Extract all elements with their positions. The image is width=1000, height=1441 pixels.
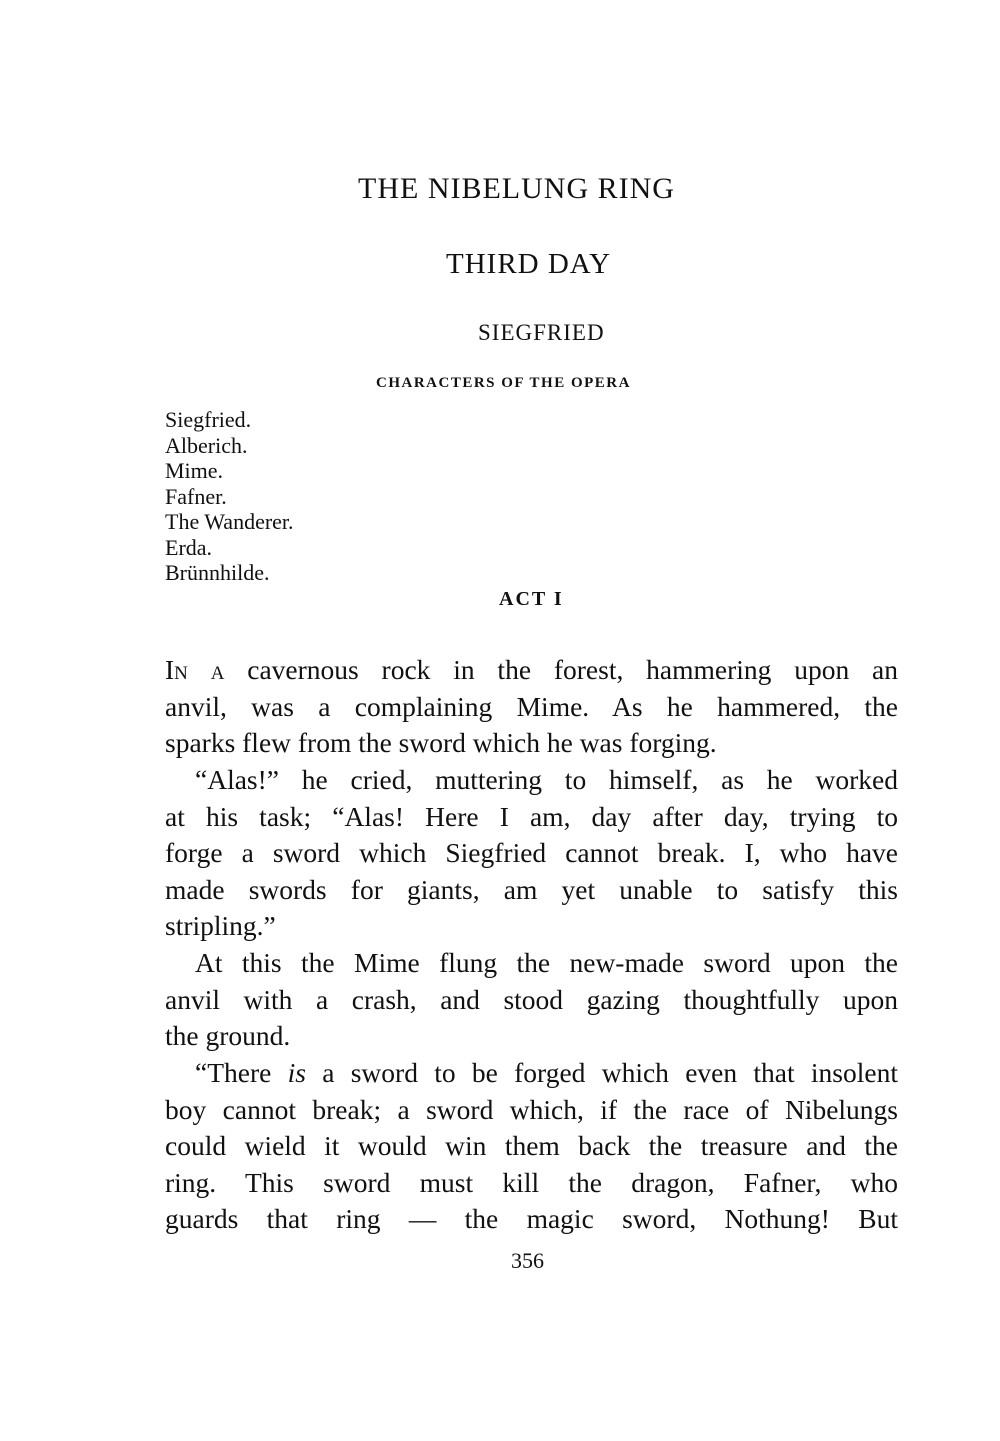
text-line: boy cannot break; a sword which, if the race of Nibelungs	[165, 1093, 898, 1125]
text-line: made swords for giants, am yet unable to satisfy this	[165, 873, 898, 905]
paragraph-2	[165, 762, 898, 945]
page-number: 356	[511, 1248, 544, 1273]
text-line: could wield it would win them back the treasure and the	[165, 1130, 898, 1162]
act-heading: ACT I	[499, 588, 564, 610]
character-item: Brünnhilde.	[165, 560, 270, 585]
part-title: THIRD DAY	[446, 248, 612, 280]
text-line: anvil with a crash, and stood gazing thoughtfully upon	[165, 983, 898, 1015]
book-title: THE NIBELUNG RING	[358, 172, 675, 205]
opera-title: SIEGFRIED	[478, 320, 605, 345]
paragraph-3	[165, 945, 898, 1055]
paragraph-1	[165, 652, 898, 762]
text-line: “Alas!” he cried, muttering to himself, as he worked	[195, 764, 898, 795]
character-item: Mime.	[165, 458, 224, 483]
character-item: Erda.	[165, 534, 213, 560]
characters-heading: CHARACTERS OF THE OPERA	[376, 375, 631, 391]
text-line	[165, 1055, 898, 1092]
text-line: anvil, was a complaining Mime. As he hammered, the	[165, 690, 898, 722]
text-line-start: “There	[195, 1057, 288, 1088]
text-line: the ground.	[165, 1020, 291, 1052]
text-line	[165, 652, 898, 689]
character-item: Alberich.	[165, 432, 248, 458]
text-line: stripling.”	[165, 910, 276, 942]
emphasized-word: is	[287, 1057, 306, 1088]
character-item: Siegfried.	[165, 407, 252, 432]
character-item: Fafner.	[165, 483, 227, 509]
text-line: ring. This sword must kill the dragon, Fafner, who	[165, 1166, 898, 1198]
text-line-end: a sword to be forged which even that insolent	[305, 1057, 898, 1088]
drop-words: In a	[165, 654, 225, 685]
text-line: guards that ring — the magic sword, Nothung! But	[165, 1203, 898, 1235]
text-line-rest: cavernous rock in the forest, hammering upon an	[224, 654, 898, 685]
text-line: At this the Mime flung the new-made sword upon the	[195, 947, 898, 978]
text-line: sparks flew from the sword which he was forging.	[165, 727, 717, 759]
character-item: The Wanderer.	[165, 509, 294, 534]
text-line: at his task; “Alas! Here I am, day after day, trying to	[165, 800, 898, 832]
paragraph-4	[165, 1055, 898, 1238]
character-list	[165, 407, 294, 586]
text-line: forge a sword which Siegfried cannot break. I, who have	[165, 837, 898, 869]
